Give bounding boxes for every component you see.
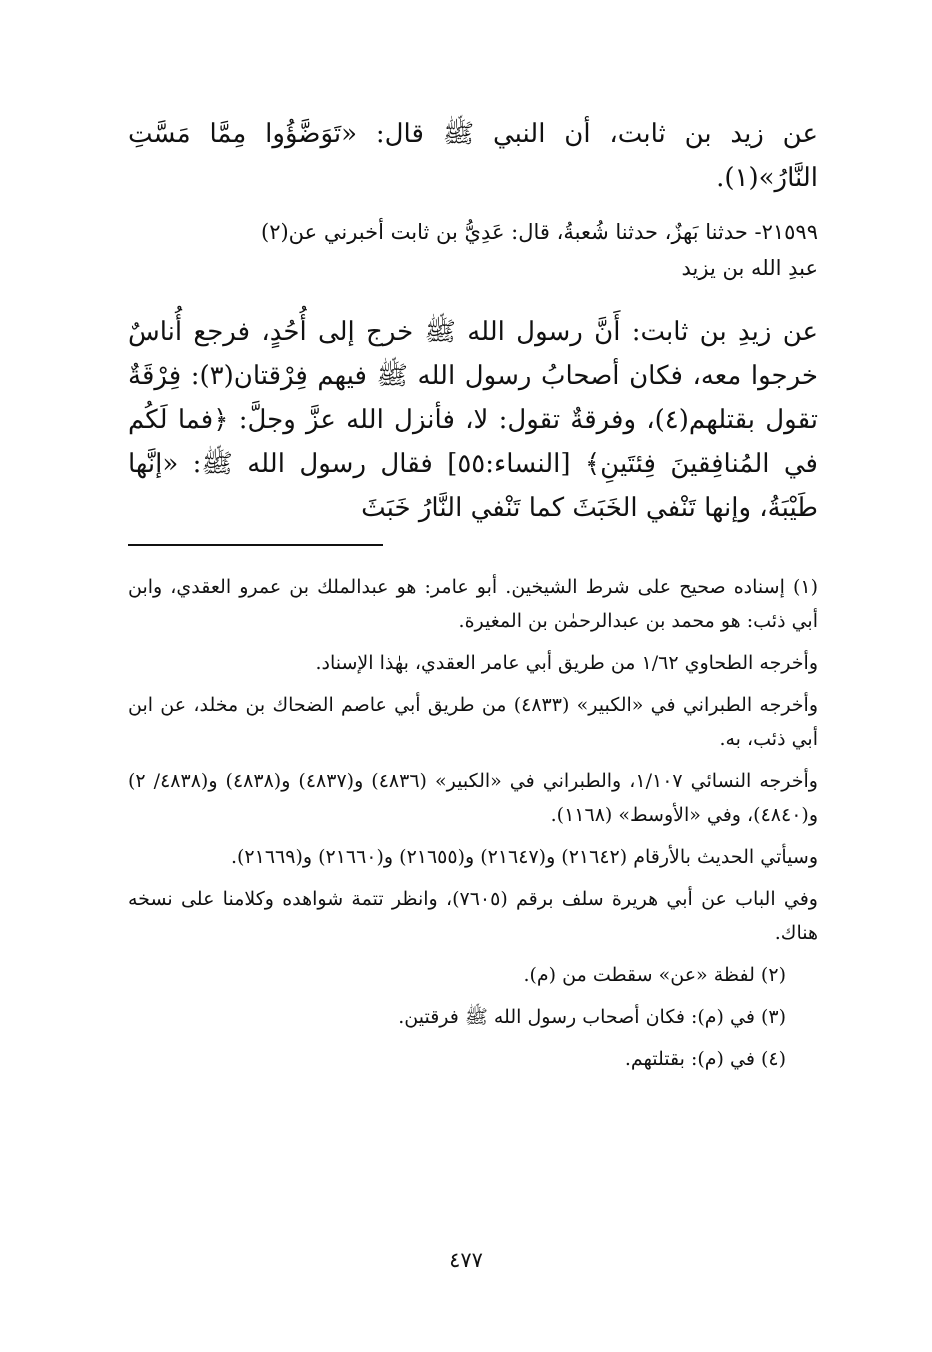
hadith-text-1: عن زيد بن ثابت، أن النبي ﷺ قال: «تَوَضَّؤُوا مِمَّا مَسَّتِ النَّارُ»(١). xyxy=(128,119,818,193)
footnote-1-bab: وفي الباب عن أبي هريرة سلف برقم (٧٦٠٥)، وانظر تتمة شواهده وكلامنا على نسخه هناك. xyxy=(128,888,818,944)
footnote-separator xyxy=(128,544,383,546)
hadith-header-line-1: ٢١٥٩٩- حدثنا بَهزٌ، حدثنا شُعبةُ، قال: عَدِيُّ بن ثابت أخبرني عن(٢) xyxy=(261,220,818,244)
footnote-3: (٣) في (م): فكان أصحاب رسول الله ﷺ فرقتين. xyxy=(398,1006,786,1028)
footnote-1: (١) إسناده صحيح على شرط الشيخين. أبو عامر: هو عبدالملك بن عمرو العقدي، وابن أبي ذئب: هو محمد بن عبدالرحمٰن بن المغيرة. xyxy=(128,576,818,632)
footnote-1-cross-refs: وسيأتي الحديث بالأرقام (٢١٦٤٢) و(٢١٦٤٧) و(٢١٦٥٥) و(٢١٦٦٠) و(٢١٦٦٩). xyxy=(230,846,818,868)
footnotes xyxy=(128,570,818,1076)
footnote-1-tahawi: وأخرجه الطحاوي ١/٦٢ من طريق أبي عامر العقدي، بهٰذا الإسناد. xyxy=(315,652,818,674)
page-number: ٤٧٧ xyxy=(449,1248,483,1272)
hadith-header xyxy=(128,214,818,286)
footnote-1-nasai: وأخرجه النسائي ١/١٠٧، والطبراني في «الكبير» (٤٨٣٦) و(٤٨٣٧) و(٤٨٣٨) و(٤٨٣٨/ ٢) و(٤٨٤٠)، وفي «الأوسط» (١١٦٨). xyxy=(128,770,818,826)
footnote-1-tabarani: وأخرجه الطبراني في «الكبير» (٤٨٣٣) من طريق أبي عاصم الضحاك بن مخلد، عن ابن أبي ذئب، به. xyxy=(128,694,818,750)
page-body xyxy=(128,112,818,1084)
footnote-4: (٤) في (م): بقتلتهم. xyxy=(624,1048,786,1070)
hadith-text-2: عن زيدِ بن ثابت: أَنَّ رسول الله ﷺ خرج إلى أُحُدٍ، فرجع أُناسٌ خرجوا معه، فكان أصحابُ رسول الله ﷺ فيهم فِرْقتان(٣): فِرْقَةٌ تقول بقتلهم(٤)، وفرقةٌ تقول: لا، فأنزل الله عزَّ وجلَّ: ﴿فما لَكُم في المُنافِقينَ فِئتَينِ﴾ [النساء:٥٥] فقال رسول الله ﷺ: «إنَّها طَيْبَةُ، وإنها تَنْفي الخَبَثَ كما تَنْفي النَّارُ خَبَثَ xyxy=(128,317,818,523)
footnote-2: (٢) لفظة «عن» سقطت من (م). xyxy=(523,964,786,986)
hadith-header-line-2: عبدِ الله بن يزيد xyxy=(681,256,818,280)
